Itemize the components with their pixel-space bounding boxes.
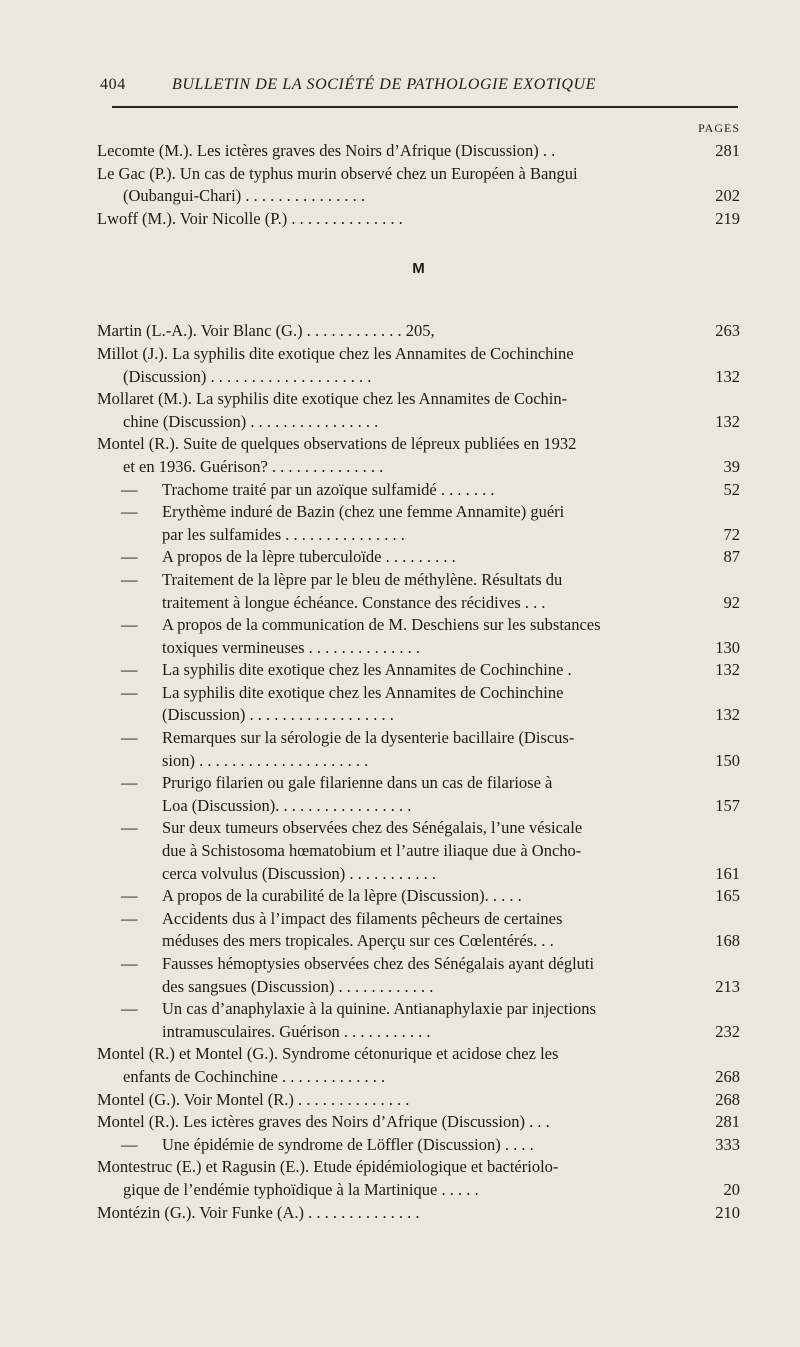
header-rule xyxy=(112,106,738,108)
entry-text: Remarques sur la sérologie de la dysenterie bacillaire (Discus- xyxy=(162,728,575,748)
page-reference: 150 xyxy=(715,750,740,770)
page-reference: 202 xyxy=(715,186,740,206)
index-line xyxy=(97,208,740,231)
entries-before-m xyxy=(97,140,740,230)
entry-text: Montel (R.) et Montel (G.). Syndrome cétonurique et acidose chez les xyxy=(97,1044,559,1064)
entry-text: sion) . . . . . . . . . . . . . . . . . . . . . xyxy=(162,750,369,770)
entry-text: Loa (Discussion). . . . . . . . . . . . . . . . . xyxy=(162,795,412,815)
page-reference: 132 xyxy=(715,705,740,725)
index-line xyxy=(97,727,740,750)
ditto-dash: — xyxy=(121,682,138,702)
index-line xyxy=(97,840,740,863)
entry-text: Une épidémie de syndrome de Löffler (Discussion) . . . . xyxy=(162,1134,534,1154)
page-reference: 281 xyxy=(715,141,740,160)
page-reference: 132 xyxy=(715,366,740,386)
pages-column-label: PAGES xyxy=(698,121,740,135)
index-line xyxy=(97,1179,740,1202)
page-reference: 87 xyxy=(723,547,740,567)
ditto-dash: — xyxy=(121,954,138,973)
index-line xyxy=(97,1202,740,1225)
index-line xyxy=(97,908,740,931)
index-line xyxy=(97,1089,740,1112)
index-line xyxy=(97,682,740,705)
page-reference: 72 xyxy=(723,524,740,544)
page-reference: 213 xyxy=(715,976,740,996)
entry-text: A propos de la lèpre tuberculoïde . . . . . . . . . xyxy=(162,547,456,567)
index-line xyxy=(97,592,740,615)
index-line xyxy=(97,320,740,343)
entry-text: gique de l’endémie typhoïdique à la Martinique . . . . . xyxy=(123,1179,479,1199)
entry-text: A propos de la curabilité de la lèpre (Discussion). . . . . xyxy=(162,886,522,906)
index-line xyxy=(97,614,740,637)
journal-title: BULLETIN DE LA SOCIÉTÉ DE PATHOLOGIE EXOTIQUE xyxy=(172,76,597,93)
entry-text: Montestruc (E.) et Ragusin (E.). Etude épidémiologique et bactériolo- xyxy=(97,1157,559,1177)
index-line xyxy=(97,772,740,795)
ditto-dash: — xyxy=(121,908,138,928)
index-line xyxy=(97,930,740,953)
index-line xyxy=(97,1066,740,1089)
entry-text: intramusculaires. Guérison . . . . . . . . . . . xyxy=(162,1021,431,1041)
ditto-dash: — xyxy=(121,660,138,680)
entry-text: traitement à longue échéance. Constance des récidives . . . xyxy=(162,592,546,612)
index-line xyxy=(97,659,740,682)
page-reference: 232 xyxy=(715,1021,740,1041)
index-line xyxy=(97,863,740,886)
page-reference: 157 xyxy=(715,795,740,815)
ditto-dash: — xyxy=(121,818,138,838)
page-reference: 130 xyxy=(715,637,740,657)
index-line xyxy=(97,750,740,773)
entry-text: et en 1936. Guérison? . . . . . . . . . . . . . . xyxy=(123,456,384,476)
entry-text: Montel (R.). Suite de quelques observations de lépreux publiées en 1932 xyxy=(97,434,577,454)
page-reference: 92 xyxy=(723,592,740,612)
ditto-dash: — xyxy=(121,886,138,906)
index-line xyxy=(97,433,740,456)
entry-text: Prurigo filarien ou gale filarienne dans un cas de filariose à xyxy=(162,773,553,793)
index-line xyxy=(97,1111,740,1134)
ditto-dash: — xyxy=(121,773,138,793)
index-entries xyxy=(97,140,740,1224)
ditto-dash: — xyxy=(121,728,138,748)
page-reference: 39 xyxy=(723,456,740,476)
page-reference: 333 xyxy=(715,1134,740,1154)
index-line xyxy=(97,388,740,411)
entry-text: (Oubangui-Chari) . . . . . . . . . . . . . . . xyxy=(123,186,365,206)
entry-text: A propos de la communication de M. Deschiens sur les substances xyxy=(162,615,601,635)
index-line xyxy=(97,569,740,592)
entry-text: des sangsues (Discussion) . . . . . . . . . . . . xyxy=(162,976,434,996)
index-line xyxy=(97,185,740,208)
ditto-dash: — xyxy=(121,1134,138,1154)
entry-text: (Discussion) . . . . . . . . . . . . . . . . . . . . xyxy=(123,366,372,386)
entry-text: Mollaret (M.). La syphilis dite exotique chez les Annamites de Cochin- xyxy=(97,389,568,409)
entries-m xyxy=(97,320,740,1224)
index-line xyxy=(97,343,740,366)
entry-text: Accidents dus à l’impact des filaments pêcheurs de certaines xyxy=(162,908,563,928)
index-line xyxy=(97,163,740,186)
page-reference: 281 xyxy=(715,1112,740,1132)
ditto-dash: — xyxy=(121,502,138,522)
entry-text: Lecomte (M.). Les ictères graves des Noirs d’Afrique (Discussion) . . xyxy=(97,141,556,160)
page-reference: 161 xyxy=(715,863,740,883)
entry-text: Fausses hémoptysies observées chez des Sénégalais ayant dégluti xyxy=(162,954,595,973)
index-line xyxy=(97,976,740,999)
entry-text: Millot (J.). La syphilis dite exotique chez les Annamites de Cochinchine xyxy=(97,343,574,363)
page-reference: 268 xyxy=(715,1066,740,1086)
page-reference: 132 xyxy=(715,660,740,680)
entry-text: due à Schistosoma hœmatobium et l’autre iliaque due à Oncho- xyxy=(162,841,582,861)
page-reference: 20 xyxy=(723,1179,740,1199)
entry-text: (Discussion) . . . . . . . . . . . . . . . . . . xyxy=(162,705,394,725)
entry-text: toxiques vermineuses . . . . . . . . . . . . . . xyxy=(162,637,421,657)
index-line xyxy=(97,704,740,727)
index-line xyxy=(97,366,740,389)
index-line xyxy=(97,1043,740,1066)
index-line xyxy=(97,998,740,1021)
ditto-dash: — xyxy=(121,999,138,1019)
index-line xyxy=(97,1021,740,1044)
entry-text: chine (Discussion) . . . . . . . . . . . . . . . . xyxy=(123,411,379,431)
page-reference: 268 xyxy=(715,1089,740,1109)
index-line xyxy=(97,546,740,569)
index-line xyxy=(97,140,740,163)
index-line xyxy=(97,1156,740,1179)
index-line xyxy=(97,637,740,660)
entry-text: La syphilis dite exotique chez les Annamites de Cochinchine . xyxy=(162,660,572,680)
index-line xyxy=(97,411,740,434)
entry-text: Un cas d’anaphylaxie à la quinine. Antianaphylaxie par injections xyxy=(162,999,596,1019)
index-line xyxy=(97,885,740,908)
entry-text: enfants de Cochinchine . . . . . . . . . . . . . xyxy=(123,1066,386,1086)
index-line xyxy=(97,524,740,547)
entry-text: cerca volvulus (Discussion) . . . . . . . . . . . xyxy=(162,863,437,883)
index-line xyxy=(97,501,740,524)
index-line xyxy=(97,953,740,976)
entry-text: Montel (G.). Voir Montel (R.) . . . . . . . . . . . . . . xyxy=(97,1089,410,1109)
entry-text: Lwoff (M.). Voir Nicolle (P.) . . . . . . . . . . . . . . xyxy=(97,208,403,228)
entry-text: Sur deux tumeurs observées chez des Sénégalais, l’une vésicale xyxy=(162,818,583,838)
index-line xyxy=(97,479,740,502)
page-reference: 168 xyxy=(715,931,740,951)
index-line xyxy=(97,1134,740,1157)
ditto-dash: — xyxy=(121,547,138,567)
ditto-dash: — xyxy=(121,615,138,635)
section-letter-m: M xyxy=(412,260,425,278)
page-reference: 132 xyxy=(715,411,740,431)
page-reference: 165 xyxy=(715,886,740,906)
entry-text: Montézin (G.). Voir Funke (A.) . . . . . . . . . . . . . . xyxy=(97,1202,420,1222)
entry-text: Trachome traité par un azoïque sulfamidé . . . . . . . xyxy=(162,479,495,499)
ditto-dash: — xyxy=(121,569,138,589)
entry-text: Le Gac (P.). Un cas de typhus murin observé chez un Européen à Bangui xyxy=(97,163,578,183)
index-line xyxy=(97,817,740,840)
ditto-dash: — xyxy=(121,479,138,499)
entry-text: Martin (L.-A.). Voir Blanc (G.) . . . . . . . . . . . . 205, xyxy=(97,321,435,341)
entry-text: Erythème induré de Bazin (chez une femme Annamite) guéri xyxy=(162,502,565,522)
page-reference: 263 xyxy=(715,321,740,341)
page-reference: 219 xyxy=(715,208,740,228)
entry-text: par les sulfamides . . . . . . . . . . . . . . . xyxy=(162,524,405,544)
entry-text: Montel (R.). Les ictères graves des Noirs d’Afrique (Discussion) . . . xyxy=(97,1112,550,1132)
entry-text: La syphilis dite exotique chez les Annamites de Cochinchine xyxy=(162,682,564,702)
page-reference: 210 xyxy=(715,1202,740,1222)
entry-text: Traitement de la lèpre par le bleu de méthylène. Résultats du xyxy=(162,569,563,589)
page-number: 404 xyxy=(100,76,126,93)
index-line xyxy=(97,795,740,818)
index-line xyxy=(97,456,740,479)
page-reference: 52 xyxy=(723,479,740,499)
entry-text: méduses des mers tropicales. Aperçu sur ces Cœlentérés. . . xyxy=(162,931,554,951)
